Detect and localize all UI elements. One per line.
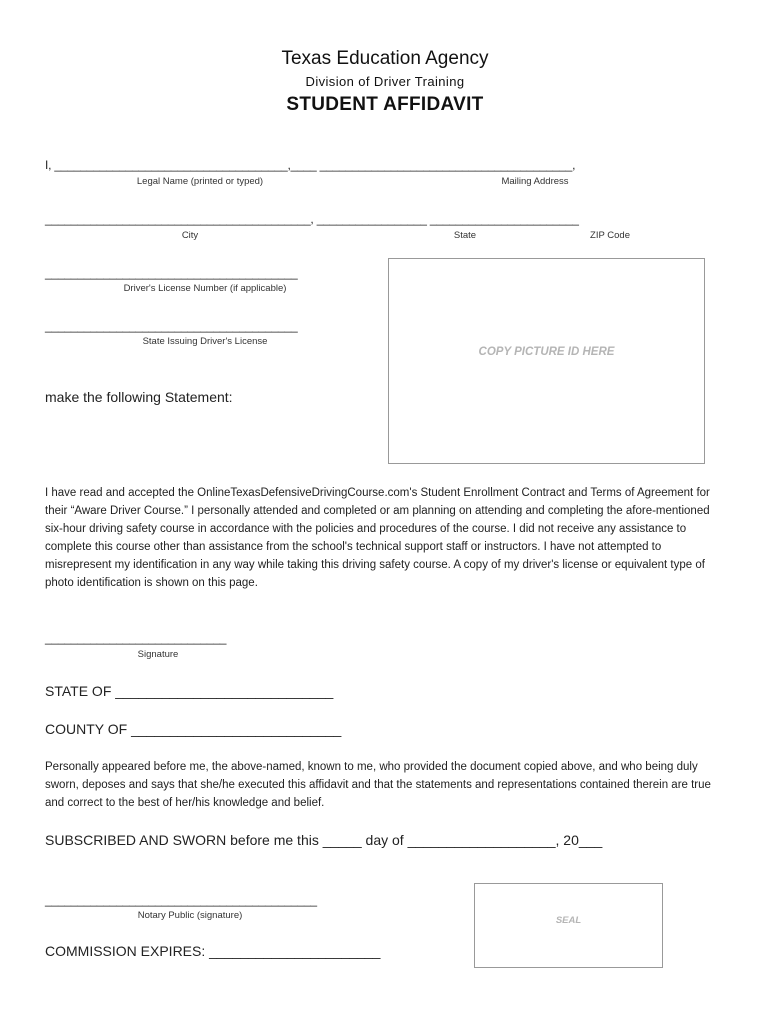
mailing-address-caption: Mailing Address bbox=[501, 176, 569, 187]
zip-caption: ZIP Code bbox=[590, 230, 630, 241]
name-address-line[interactable]: I, ____________________________________,____ _______________________________________, bbox=[45, 158, 576, 172]
city-caption: City bbox=[181, 230, 199, 241]
county-of-field[interactable]: COUNTY OF ___________________________ bbox=[45, 721, 342, 737]
photo-id-label: COPY PICTURE ID HERE bbox=[478, 346, 615, 358]
seal-label: SEAL bbox=[555, 915, 582, 926]
notary-caption: Notary Public (signature) bbox=[137, 910, 243, 921]
seal-box bbox=[474, 883, 663, 968]
city-state-zip-line[interactable]: _________________________________________, _________________ _______________________ bbox=[45, 212, 579, 226]
notary-paragraph: Personally appeared before me, the above-named, known to me, who provided the document copied above, and who being duly sworn, deposes and says that she/he executed this affidavit and that the statements and representations contained therein are true and correct to the best of her/his knowledge and belief. bbox=[45, 761, 711, 809]
commission-expires-field[interactable]: COMMISSION EXPIRES: ______________________ bbox=[45, 943, 381, 959]
statement-intro: make the following Statement: bbox=[45, 389, 233, 405]
state-caption: State bbox=[453, 230, 477, 241]
subscribed-sworn-line[interactable]: SUBSCRIBED AND SWORN before me this _____ day of ___________________, 20___ bbox=[45, 832, 603, 848]
signature-caption: Signature bbox=[137, 649, 179, 660]
drivers-license-line[interactable]: _______________________________________ bbox=[45, 266, 298, 280]
division-subtitle: Division of Driver Training bbox=[305, 74, 465, 89]
signature-line[interactable]: ____________________________ bbox=[45, 631, 227, 645]
drivers-license-caption: Driver's License Number (if applicable) bbox=[123, 283, 287, 294]
agency-title: Texas Education Agency bbox=[281, 48, 489, 69]
legal-name-caption: Legal Name (printed or typed) bbox=[136, 176, 264, 187]
notary-signature-line[interactable]: __________________________________________ bbox=[45, 893, 317, 907]
state-issuing-line[interactable]: _______________________________________ bbox=[45, 319, 298, 333]
state-of-field[interactable]: STATE OF ____________________________ bbox=[45, 683, 334, 699]
state-issuing-caption: State Issuing Driver's License bbox=[142, 336, 268, 347]
photo-id-box bbox=[388, 258, 705, 464]
statement-paragraph: I have read and accepted the OnlineTexasDefensiveDrivingCourse.com's Student Enrollment Contract and Terms of Agreement for their “Aware Driver Course.” I personally attended and completed or am planning on attending and completing the afore-mentioned six-hour driving safety course in accordance with the policies and procedures of the course. I did not receive any assistance to complete this course other than assistance from the school's technical support staff or instructors. I have not attempted to misrepresent my identification in any way while taking this driving safety course. A copy of my driver's license or equivalent type of photo identification is shown on this page. bbox=[45, 487, 710, 589]
document-title: STUDENT AFFIDAVIT bbox=[286, 94, 484, 115]
